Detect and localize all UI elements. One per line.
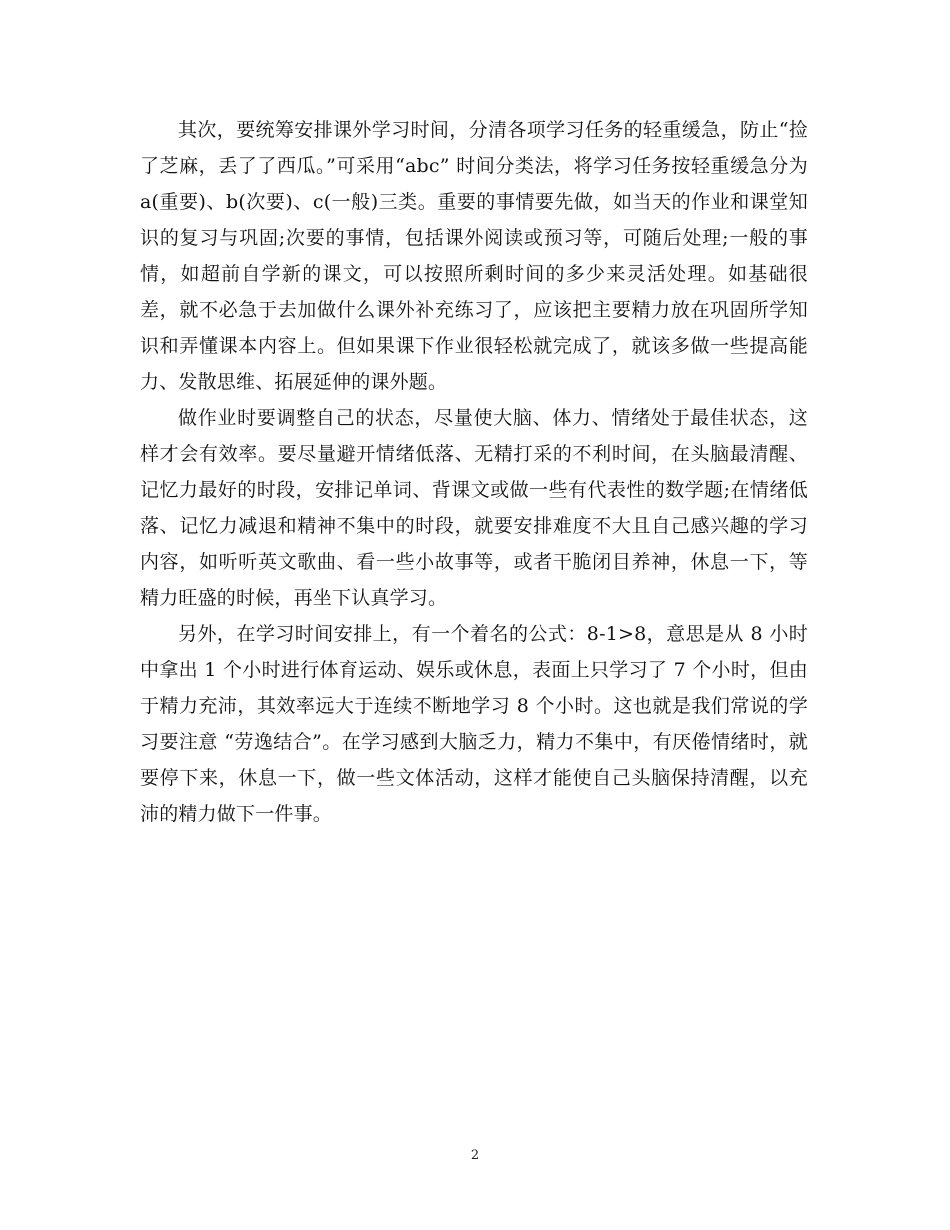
paragraph-2: 做作业时要调整自己的状态，尽量使大脑、体力、情绪处于最佳状态，这样才会有效率。要尽量避开情绪低落、无精打采的不利时间，在头脑最清醒、记忆力最好的时段，安排记单词、背课文或做一些有代表性的数学题;在情绪低落、记忆力减退和精神不集中的时段，就要安排难度不大且自己感兴趣的学习内容，如听听英文歌曲、看一些小故事等，或者干脆闭目养神，休息一下，等精力旺盛的时候，再坐下认真学习。: [140, 407, 808, 609]
page-number: 2: [470, 1148, 480, 1163]
paragraph-3: 另外，在学习时间安排上，有一个着名的公式：8-1>8，意思是从 8 小时中拿出 1 个小时进行体育运动、娱乐或休息，表面上只学习了 7 个小时，但由于精力充沛，其效率远大于连续不断地学习 8 个小时。这也就是我们常说的学习要注意 “劳逸结合”。在学习感到大脑乏力，精力不集中，有厌倦情绪时，就要停下来，休息一下，做一些文体活动，这样才能使自己头脑保持清醒，以充沛的精力做下一件事。: [140, 623, 808, 825]
document-body: [140, 112, 808, 832]
paragraph-1: 其次，要统筹安排课外学习时间，分清各项学习任务的轻重缓急，防止“捡了芝麻，丢了了西瓜。”可采用“abc” 时间分类法，将学习任务按轻重缓急分为 a(重要)、b(次要)、c(一般)三类。重要的事情要先做，如当天的作业和课堂知识的复习与巩固;次要的事情，包括课外阅读或预习等，可随后处理;一般的事情，如超前自学新的课文，可以按照所剩时间的多少来灵活处理。如基础很差，就不必急于去加做什么课外补充练习了，应该把主要精力放在巩固所学知识和弄懂课本内容上。但如果课下作业很轻松就完成了，就该多做一些提高能力、发散思维、拓展延伸的课外题。: [140, 119, 808, 393]
